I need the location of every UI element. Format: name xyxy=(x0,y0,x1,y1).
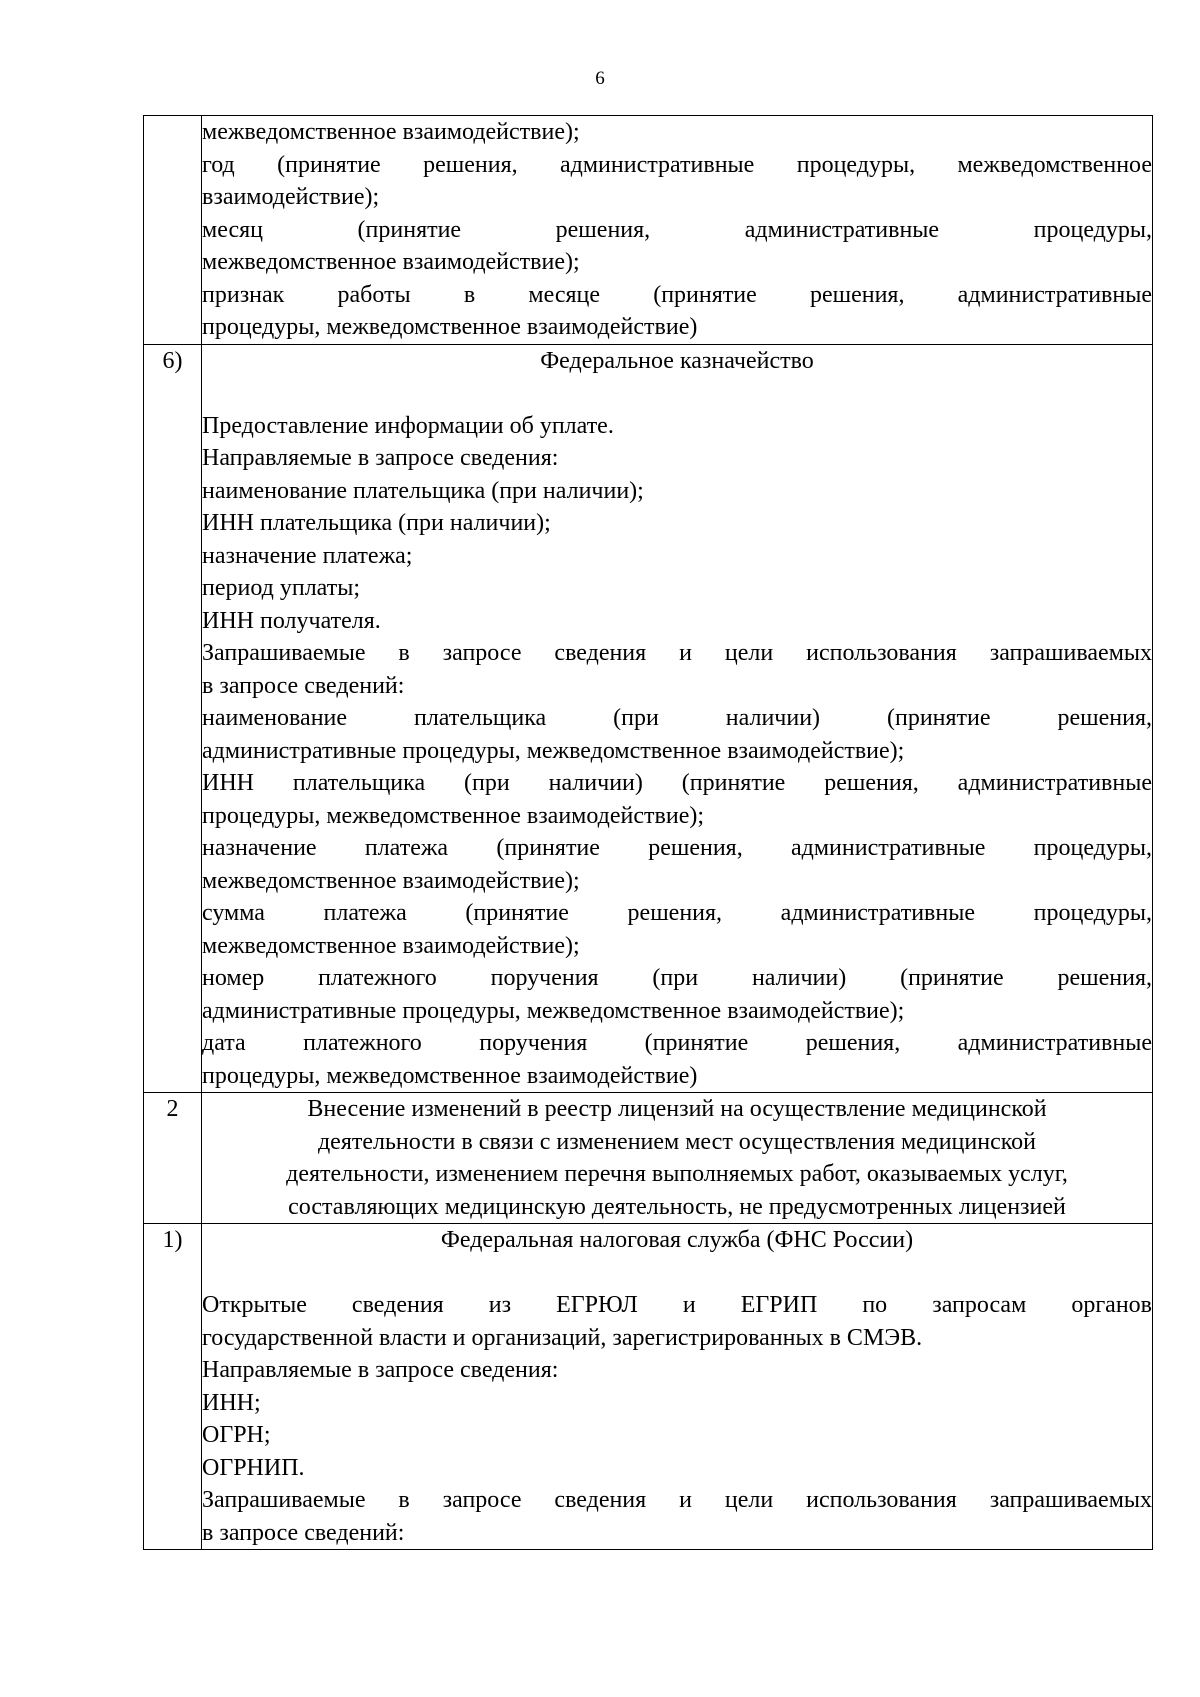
row-content-cell xyxy=(202,116,1153,345)
text-line: в запросе сведений: xyxy=(202,1519,405,1546)
row-number-cell xyxy=(144,116,202,345)
text-line: государственной власти и организаций, зарегистрированных в СМЭВ. xyxy=(202,1324,923,1351)
section-title-line: Внесение изменений в реестр лицензий на осуществление медицинской xyxy=(307,1096,1047,1122)
page-number: 6 xyxy=(595,68,605,89)
row-number-cell: 2 xyxy=(144,1093,202,1224)
section-title-line: деятельности в связи с изменением мест осуществления медицинской xyxy=(317,1128,1037,1155)
text-line: Направляемые в запросе сведения: xyxy=(202,445,559,471)
text-line: сумма платежа (принятие решения, административные процедуры, xyxy=(202,900,1152,926)
table-row xyxy=(144,116,1153,345)
section-heading: Федеральная налоговая служба (ФНС России) xyxy=(440,1227,914,1253)
text-line: Открытые сведения из ЕГРЮЛ и ЕГРИП по запросам органов xyxy=(202,1292,1152,1318)
text-line: межведомственное взаимодействие); xyxy=(202,119,580,145)
row-content-cell xyxy=(202,1224,1153,1550)
text-line: наименование плательщика (при наличии); xyxy=(202,477,644,504)
text-line: признак работы в месяце (принятие решения, административные xyxy=(202,281,1152,308)
text-line: процедуры, межведомственное взаимодействие); xyxy=(202,802,705,829)
table-row xyxy=(144,344,1153,1093)
text-line: период уплаты; xyxy=(202,575,360,601)
text-line: межведомственное взаимодействие); xyxy=(202,932,580,959)
text-line: межведомственное взаимодействие); xyxy=(202,867,580,894)
row-number-cell: 1) xyxy=(144,1224,202,1550)
blank-line xyxy=(202,377,1152,410)
text-line: год (принятие решения, административные процедуры, межведомственное xyxy=(202,151,1152,178)
row-content-cell xyxy=(202,344,1153,1093)
text-line: ИНН плательщика (при наличии) (принятие решения, административные xyxy=(202,770,1152,796)
text-line: административные процедуры, межведомственное взаимодействие); xyxy=(202,997,905,1024)
text-line: процедуры, межведомственное взаимодействие) xyxy=(202,1062,698,1089)
text-line: ОГРН; xyxy=(202,1422,271,1448)
text-line: ОГРНИП. xyxy=(202,1454,305,1481)
text-line: Направляемые в запросе сведения: xyxy=(202,1357,559,1383)
text-line: ИНН; xyxy=(202,1389,261,1416)
text-line: номер платежного поручения (при наличии) (принятие решения, xyxy=(202,965,1152,991)
blank-line xyxy=(202,1257,1152,1290)
text-line: наименование плательщика (при наличии) (принятие решения, xyxy=(202,705,1152,731)
text-line: в запросе сведений: xyxy=(202,672,405,699)
text-line: Запрашиваемые в запросе сведения и цели использования запрашиваемых xyxy=(202,1487,1152,1513)
text-line: Предоставление информации об уплате. xyxy=(202,412,614,439)
text-line: межведомственное взаимодействие); xyxy=(202,249,580,275)
row-content-cell xyxy=(202,1093,1153,1224)
text-line: взаимодействие); xyxy=(202,184,380,210)
row-number-cell: 6) xyxy=(144,344,202,1093)
text-line: назначение платежа (принятие решения, административные процедуры, xyxy=(202,835,1152,861)
text-line: Запрашиваемые в запросе сведения и цели использования запрашиваемых xyxy=(202,640,1152,666)
text-line: назначение платежа; xyxy=(202,542,413,569)
section-title-line: деятельности, изменением перечня выполняемых работ, оказываемых услуг, xyxy=(286,1161,1068,1187)
text-line: процедуры, межведомственное взаимодействие) xyxy=(202,314,698,340)
table-row xyxy=(144,1224,1153,1550)
document-table xyxy=(143,115,1153,1550)
text-line: административные процедуры, межведомственное взаимодействие); xyxy=(202,737,905,764)
text-line: месяц (принятие решения, административные процедуры, xyxy=(202,216,1152,243)
text-line: дата платежного поручения (принятие решения, административные xyxy=(202,1030,1152,1056)
table-row xyxy=(144,1093,1153,1224)
text-line: ИНН получателя. xyxy=(202,607,381,634)
text-line: ИНН плательщика (при наличии); xyxy=(202,510,551,536)
section-heading: Федеральное казначейство xyxy=(540,347,814,374)
section-title-line: составляющих медицинскую деятельность, не предусмотренных лицензией xyxy=(288,1193,1066,1220)
